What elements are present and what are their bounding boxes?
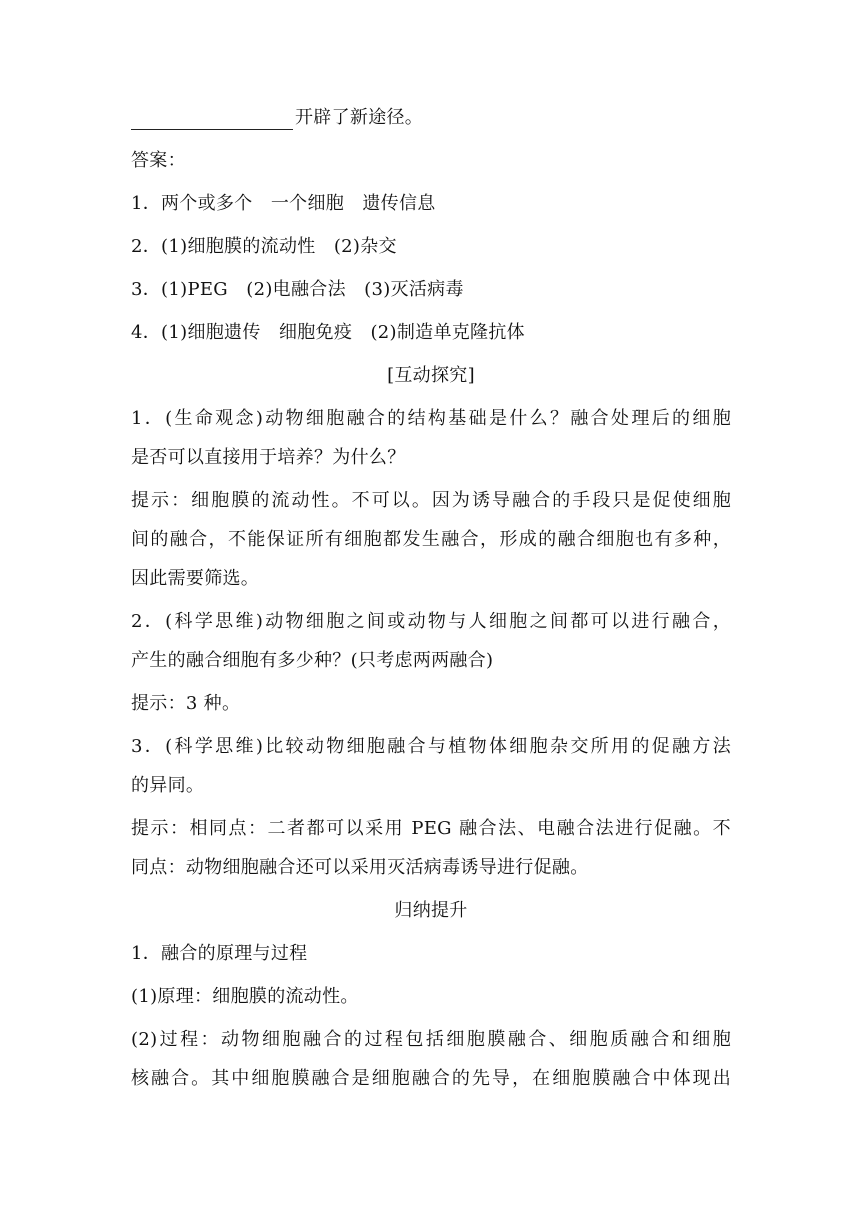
summary-item-1: 1．融合的原理与过程 bbox=[131, 943, 308, 964]
summary-process-line-2: 核融合。其中细胞膜融合是细胞融合的先导，在细胞膜融合中体现出 bbox=[131, 1068, 731, 1089]
question-3-line-2: 的异同。 bbox=[131, 775, 205, 796]
answer-item: 4．(1)细胞遗传 细胞免疫 (2)制造单克隆抗体 bbox=[131, 322, 525, 343]
blank-underline bbox=[131, 109, 293, 130]
hint-3-line-1: 提示：相同点：二者都可以采用 PEG 融合法、电融合法进行促融。不 bbox=[131, 818, 731, 839]
hint-3-line-2: 同点：动物细胞融合还可以采用灭活病毒诱导进行促融。 bbox=[131, 857, 589, 878]
summary-principle: (1)原理：细胞膜的流动性。 bbox=[131, 986, 359, 1007]
question-1-line-1: 1．(生命观念)动物细胞融合的结构基础是什么？融合处理后的细胞 bbox=[131, 408, 731, 429]
question-1-line-2: 是否可以直接用于培养？为什么？ bbox=[131, 447, 406, 468]
answer-heading: 答案： bbox=[131, 150, 186, 171]
question-2-line-1: 2．(科学思维)动物细胞之间或动物与人细胞之间都可以进行融合， bbox=[131, 611, 731, 632]
summary-process-line-1: (2)过程：动物细胞融合的过程包括细胞膜融合、细胞质融合和细胞 bbox=[131, 1029, 731, 1050]
question-3-line-1: 3．(科学思维)比较动物细胞融合与植物体细胞杂交所用的促融方法 bbox=[131, 736, 731, 757]
answer-item: 2．(1)细胞膜的流动性 (2)杂交 bbox=[131, 236, 397, 257]
answer-item: 1．两个或多个 一个细胞 遗传信息 bbox=[131, 193, 436, 214]
hint-2: 提示：3 种。 bbox=[131, 693, 241, 714]
fill-in-line bbox=[131, 106, 731, 130]
section-heading-summary: 归纳提升 bbox=[394, 900, 468, 921]
section-heading-interactive: [互动探究] bbox=[387, 365, 475, 386]
hint-1-line-3: 因此需要筛选。 bbox=[131, 568, 260, 589]
question-2-line-2: 产生的融合细胞有多少种？(只考虑两两融合) bbox=[131, 650, 494, 671]
answer-item: 3．(1)PEG (2)电融合法 (3)灭活病毒 bbox=[131, 279, 464, 300]
hint-1-line-1: 提示：细胞膜的流动性。不可以。因为诱导融合的手段只是促使细胞 bbox=[131, 490, 731, 511]
hint-1-line-2: 间的融合，不能保证所有细胞都发生融合，形成的融合细胞也有多种， bbox=[131, 529, 731, 550]
fill-in-suffix: 开辟了新途径。 bbox=[295, 107, 424, 128]
